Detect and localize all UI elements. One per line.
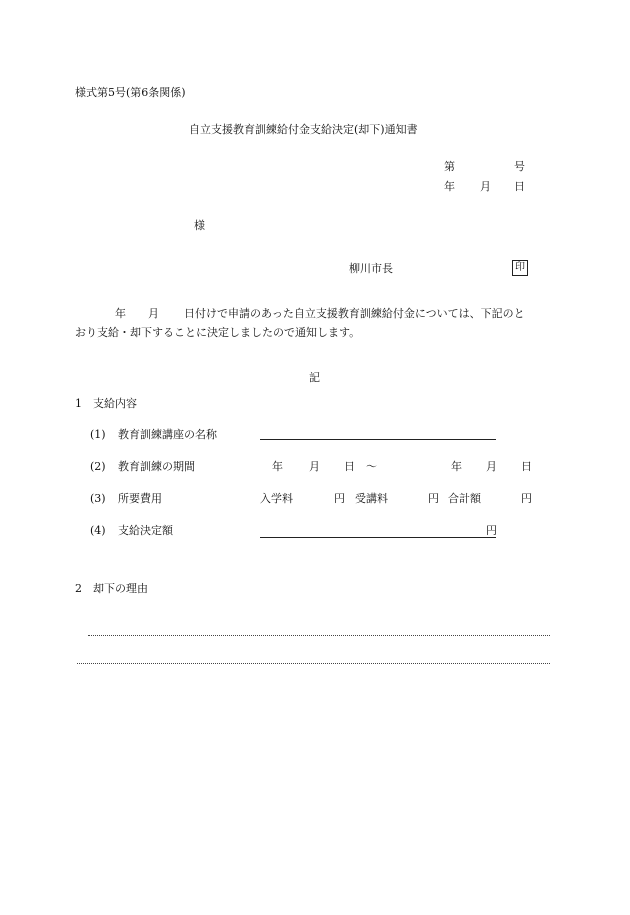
doc-no-go: 号 — [514, 160, 525, 173]
date-month: 月 — [480, 180, 491, 193]
date-year: 年 — [444, 180, 455, 193]
section2-heading: 2 却下の理由 — [75, 582, 148, 595]
admission-fee-yen: 円 — [334, 492, 345, 505]
admission-fee-label: 入学料 — [260, 492, 293, 505]
item4-label: 支給決定額 — [118, 524, 173, 537]
seal-mark: 印 — [512, 260, 528, 276]
amount-line — [260, 537, 496, 538]
item2-label: 教育訓練の期間 — [118, 460, 195, 473]
period-start-month: 月 — [309, 460, 320, 473]
document-title: 自立支援教育訓練給付金支給決定(却下)通知書 — [189, 123, 418, 136]
period-end-year: 年 — [451, 460, 462, 473]
body-year: 年 — [115, 307, 126, 320]
addressee-suffix: 様 — [194, 219, 205, 232]
item1-label: 教育訓練講座の名称 — [118, 428, 217, 441]
period-start-day: 日 — [344, 460, 355, 473]
total-label: 合計額 — [448, 492, 481, 505]
tuition-fee-label: 受講料 — [355, 492, 388, 505]
section1-heading: 1 支給内容 — [75, 397, 137, 410]
item4-no: (4) — [90, 524, 106, 537]
tuition-fee-yen: 円 — [428, 492, 439, 505]
item3-no: (3) — [90, 492, 106, 505]
form-number: 様式第5号(第6条関係) — [75, 86, 186, 99]
amount-yen: 円 — [486, 524, 497, 537]
item3-label: 所要費用 — [118, 492, 162, 505]
item2-no: (2) — [90, 460, 106, 473]
course-name-line — [260, 439, 496, 440]
body-line2: おり支給・却下することに決定しましたので通知します。 — [75, 326, 361, 339]
period-tilde: 〜 — [366, 460, 377, 473]
total-yen: 円 — [521, 492, 532, 505]
issuer: 柳川市長 — [349, 262, 393, 275]
reason-line-2 — [77, 663, 550, 664]
item1-no: (1) — [90, 428, 106, 441]
date-day: 日 — [514, 180, 525, 193]
period-start-year: 年 — [272, 460, 283, 473]
doc-no-dai: 第 — [444, 160, 455, 173]
body-line1: 日付けで申請のあった自立支援教育訓練給付金については、下記のと — [184, 307, 525, 320]
period-end-day: 日 — [521, 460, 532, 473]
reason-line-1 — [88, 635, 550, 636]
period-end-month: 月 — [486, 460, 497, 473]
ki-heading: 記 — [309, 371, 320, 384]
body-month: 月 — [148, 307, 159, 320]
